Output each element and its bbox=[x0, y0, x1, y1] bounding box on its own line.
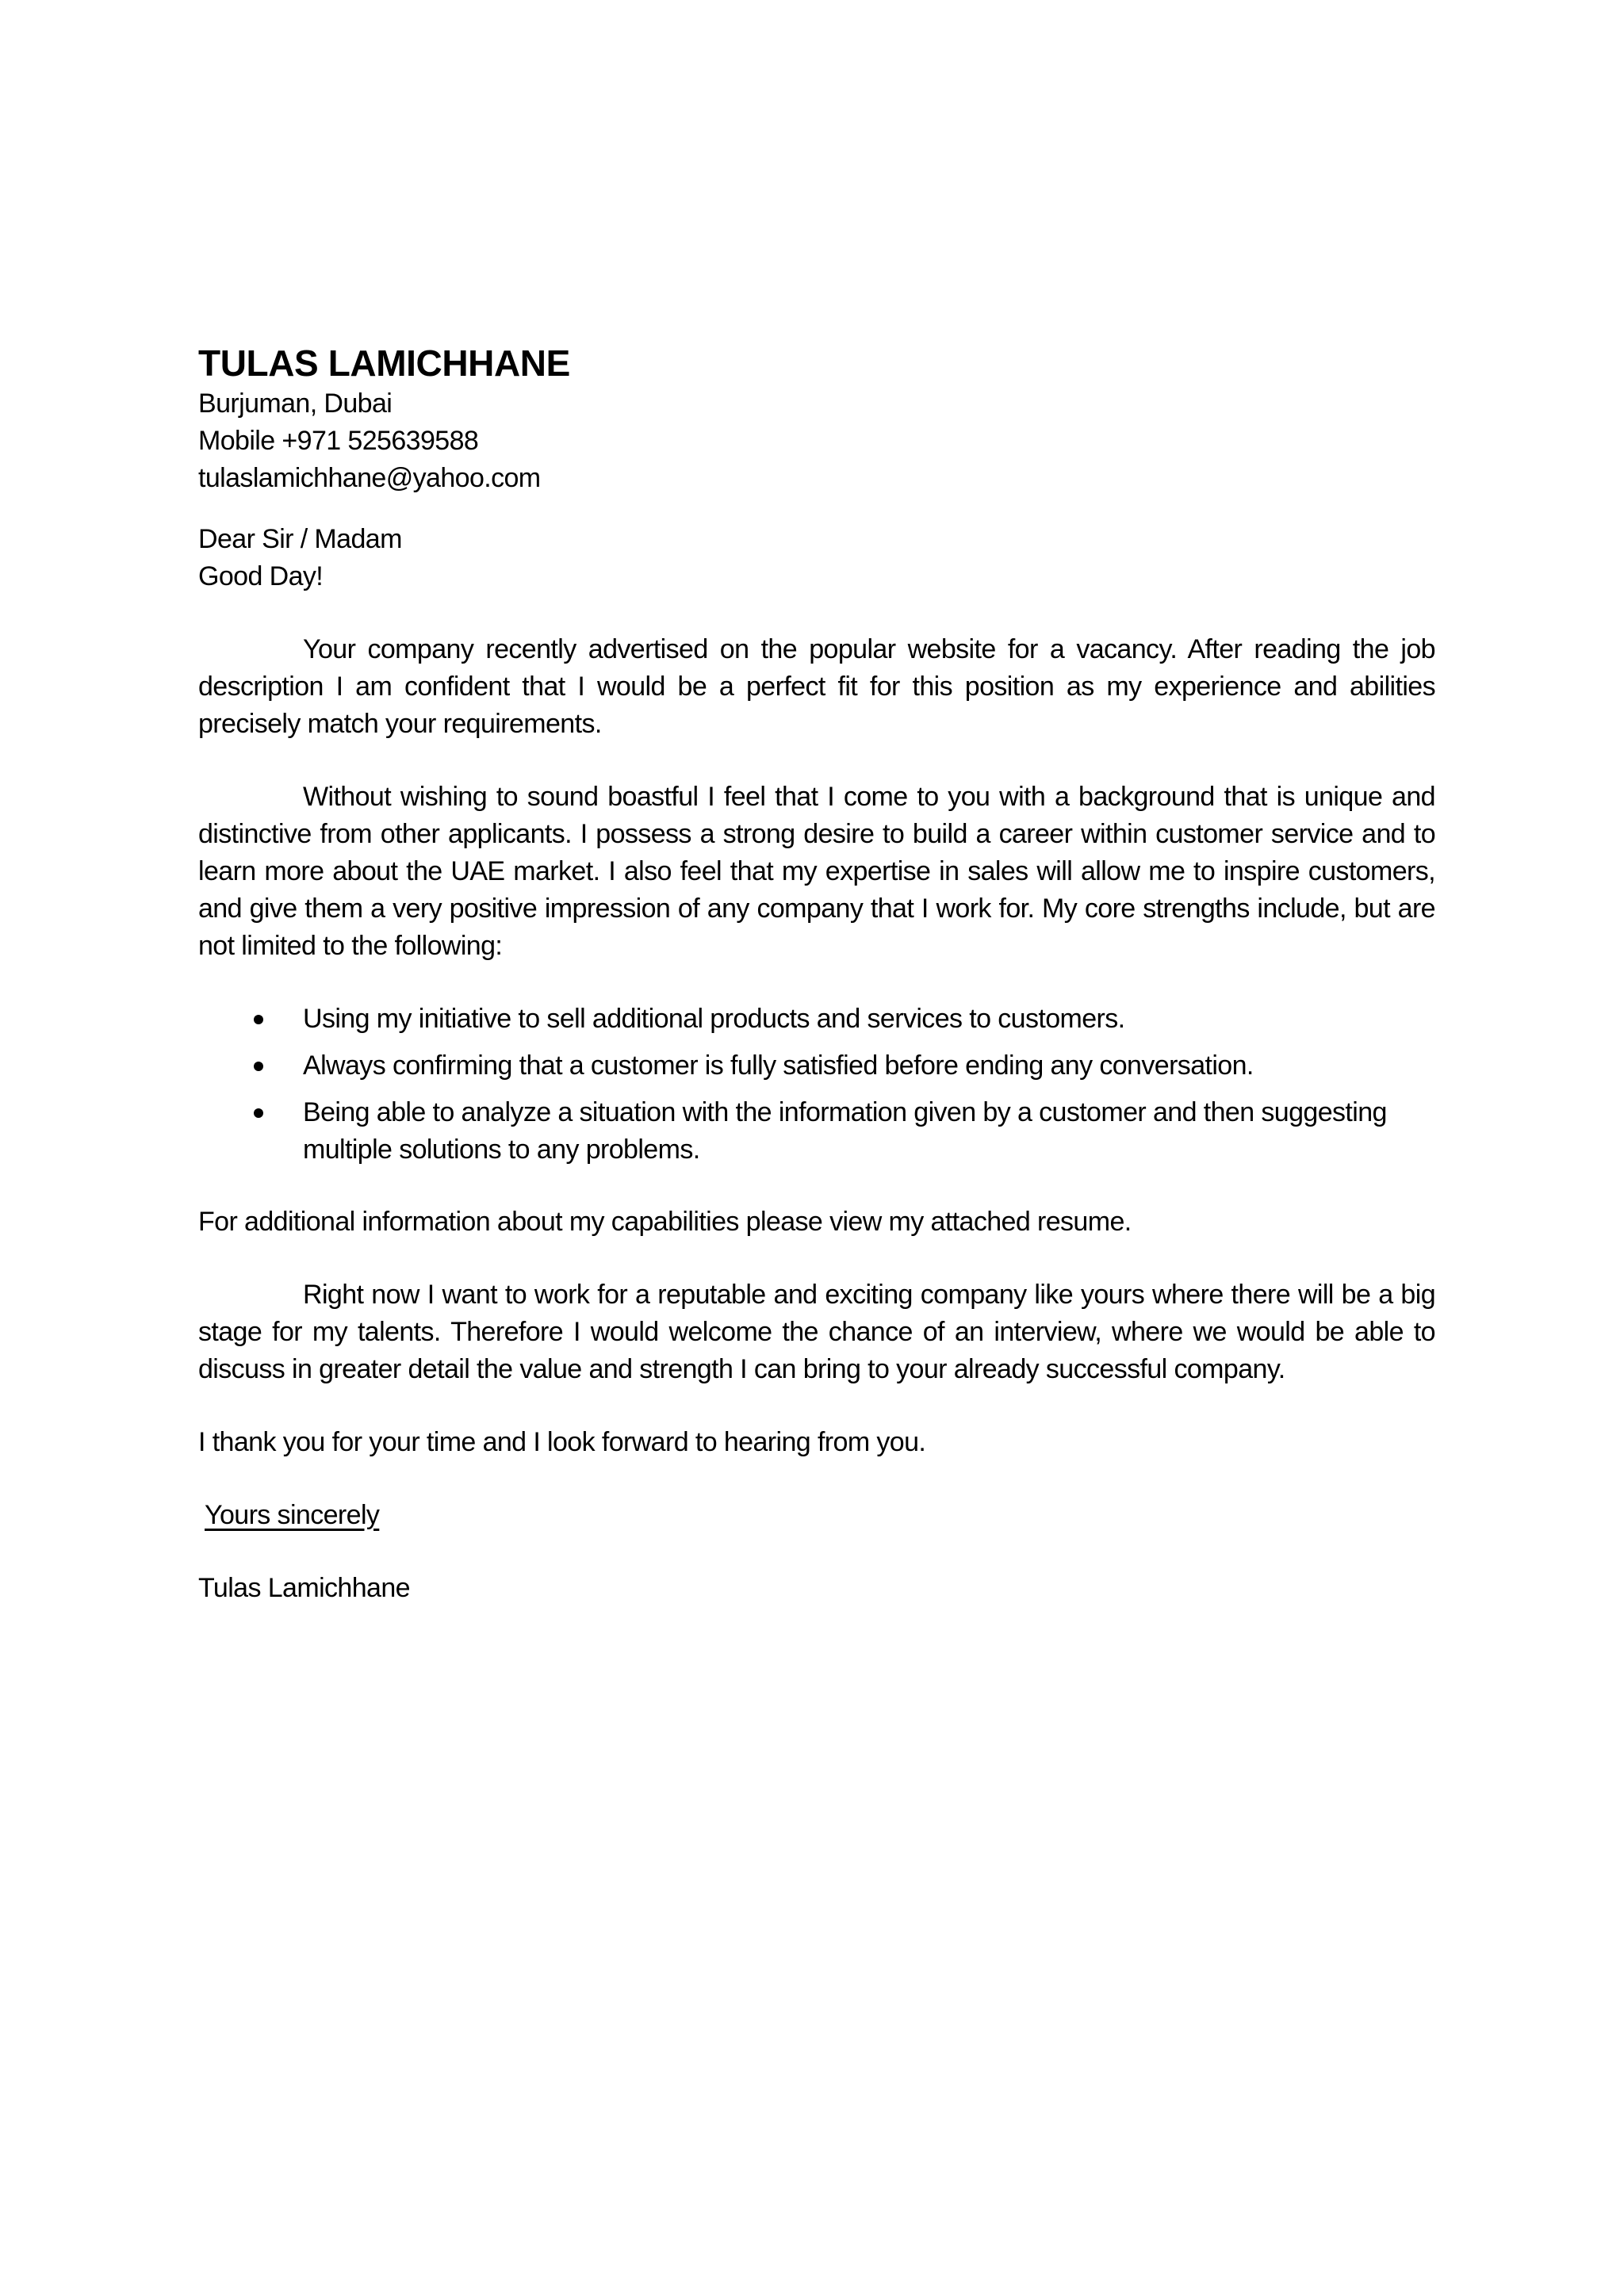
cover-letter-page bbox=[198, 341, 1435, 1607]
body-paragraph-4: Right now I want to work for a reputable and exciting company like yours where there will be a big stage for my talents. Therefore I would welcome the chance of an interview, where we would be able to discuss in greater detail the value and strength I can bring to your already successful company. bbox=[198, 1280, 1435, 1384]
greeting-block bbox=[198, 521, 1435, 595]
bullet-icon bbox=[254, 1062, 263, 1071]
sender-address: Burjuman, Dubai bbox=[198, 388, 393, 419]
sender-email: tulaslamichhane@yahoo.com bbox=[198, 463, 541, 493]
signature-name: Tulas Lamichhane bbox=[198, 1573, 410, 1603]
sender-contact-block bbox=[198, 385, 1435, 497]
core-strengths-list bbox=[198, 1001, 1435, 1169]
greeting-line: Good Day! bbox=[198, 561, 324, 591]
list-item-text: Being able to analyze a situation with the information given by a customer and then suggesting multiple solutions to any problems. bbox=[303, 1097, 1387, 1165]
sender-name: TULAS LAMICHHANE bbox=[198, 342, 570, 384]
list-item bbox=[198, 1094, 1435, 1169]
body-paragraph-5: I thank you for your time and I look forward to hearing from you. bbox=[198, 1427, 926, 1457]
bullet-icon bbox=[254, 1015, 263, 1024]
list-item-text: Always confirming that a customer is fully satisfied before ending any conversation. bbox=[303, 1050, 1254, 1081]
list-item bbox=[198, 1001, 1435, 1038]
list-item bbox=[198, 1047, 1435, 1085]
list-item-text: Using my initiative to sell additional products and services to customers. bbox=[303, 1004, 1125, 1034]
body-paragraph-3: For additional information about my capabilities please view my attached resume. bbox=[198, 1207, 1132, 1237]
valediction: Yours sincerely bbox=[205, 1500, 380, 1530]
body-paragraph-1: Your company recently advertised on the popular website for a vacancy. After reading the job description I am confident that I would be a perfect fit for this position as my experience and abilities precisely match your requirements. bbox=[198, 634, 1435, 739]
salutation: Dear Sir / Madam bbox=[198, 524, 402, 554]
sender-mobile: Mobile +971 525639588 bbox=[198, 426, 479, 456]
body-paragraph-2: Without wishing to sound boastful I feel that I come to you with a background that is unique and distinctive from other applicants. I possess a strong desire to build a career within customer service and to learn more about the UAE market. I also feel that my expertise in sales will allow me to inspire customers, and give them a very positive impression of any company that I work for. My core strengths include, but are not limited to the following: bbox=[198, 782, 1435, 961]
bullet-icon bbox=[254, 1108, 263, 1118]
